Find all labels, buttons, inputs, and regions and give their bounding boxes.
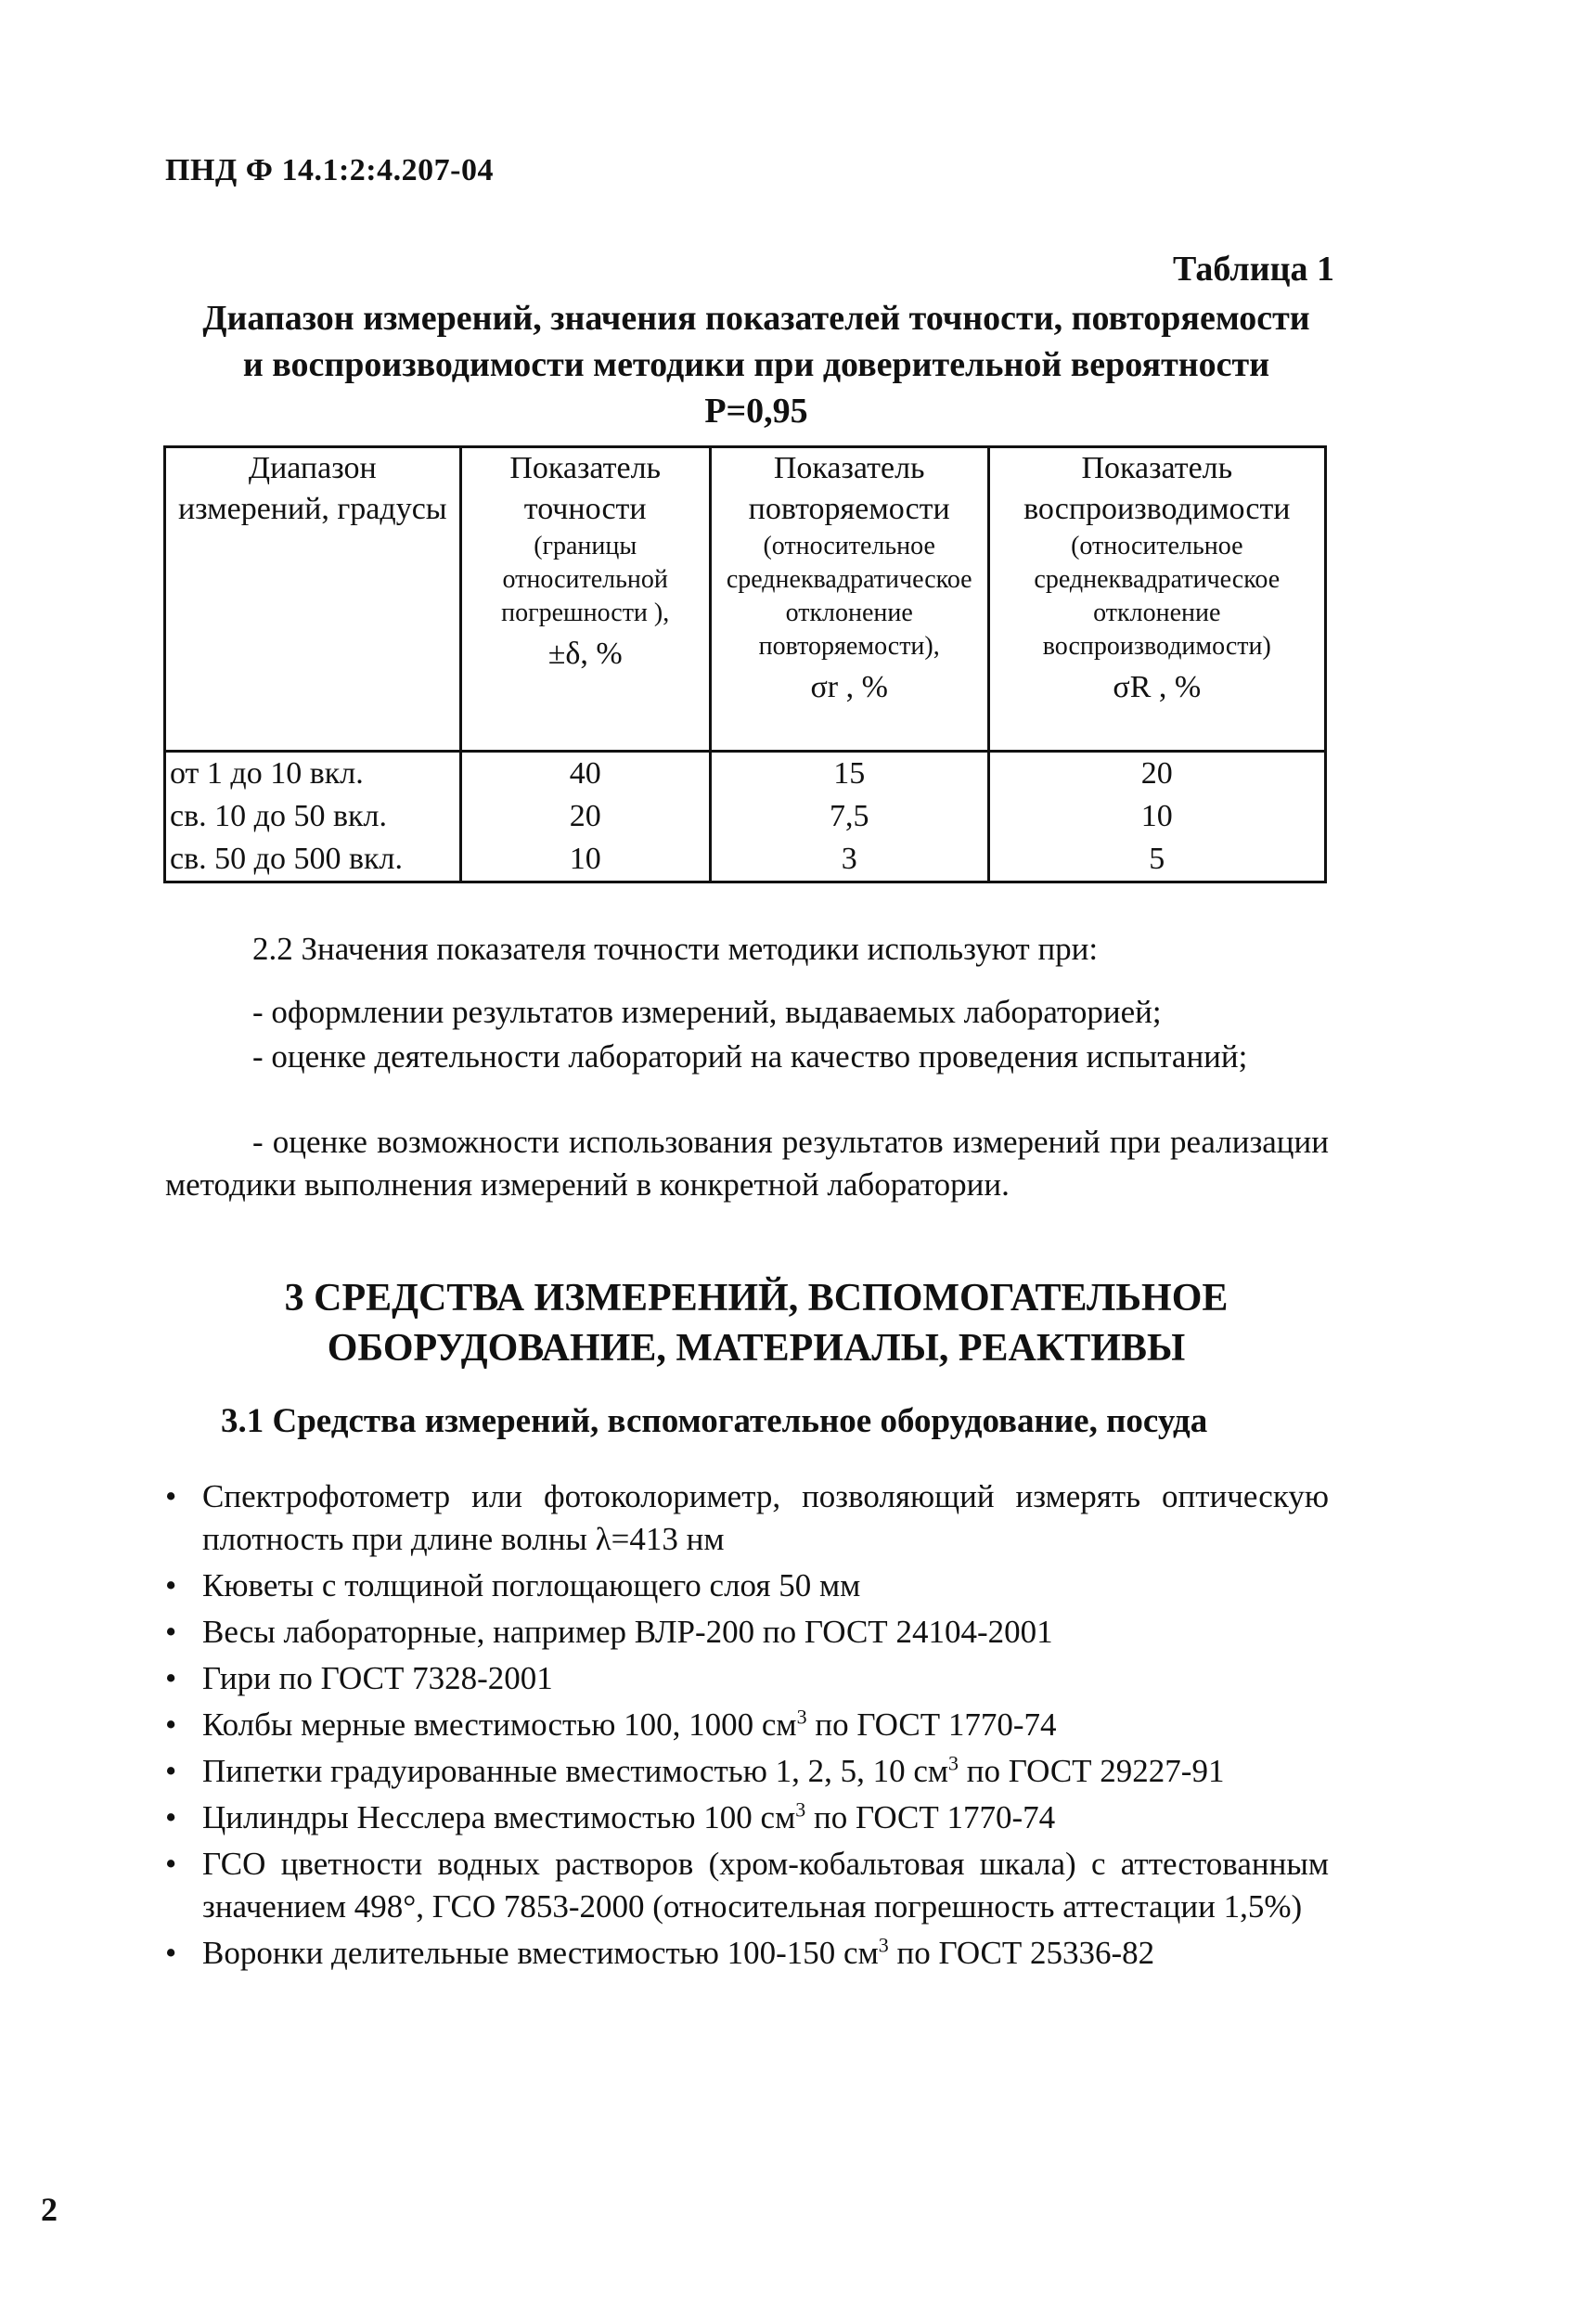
header-note: (границы относительной погрешности ), <box>501 532 670 627</box>
list-item <box>165 1565 1329 1607</box>
heading-line: 3 СРЕДСТВА ИЗМЕРЕНИЙ, ВСПОМОГАТЕЛЬНОЕ <box>284 1277 1229 1320</box>
table-cell: 5 <box>988 838 1325 882</box>
table-title-line: Диапазон измерений, значения показателей точности, повторяемости <box>202 299 1310 338</box>
table-title-line: и воспроизводимости методики при доверительной вероятности <box>242 345 1270 384</box>
list-item-text: Колбы мерные вместимостью 100, 1000 см <box>202 1706 797 1743</box>
header-symbol: ±δ, % <box>547 637 623 671</box>
usage-item: - оценке возможности использования результатов измерений при реализации методики выполнения измерений в конкретной лаборатории. <box>165 1124 1329 1203</box>
bullet-icon: • <box>165 1706 177 1743</box>
header-main: Показатель повторяемости <box>748 451 950 526</box>
table-cell: 20 <box>460 795 710 838</box>
table-cell: 15 <box>710 752 988 796</box>
table-row <box>165 752 1326 796</box>
bullet-icon: • <box>165 1567 177 1603</box>
list-item <box>165 1843 1329 1928</box>
table-cell: 7,5 <box>710 795 988 838</box>
bullet-icon: • <box>165 1614 177 1650</box>
accuracy-table <box>163 445 1327 883</box>
header-accuracy <box>460 447 710 752</box>
bullet-icon: • <box>165 1799 177 1835</box>
header-repeatability <box>710 447 988 752</box>
section-3-heading <box>158 1273 1355 1373</box>
header-range <box>165 447 461 752</box>
table-title <box>158 295 1355 434</box>
list-item-text: ГСО цветности водных растворов (хром-кобальтовая шкала) с аттестованным значением 498°, ГСО 7853-2000 (относительная погрешность аттестации 1,5%) <box>202 1846 1329 1925</box>
table-cell: св. 50 до 500 вкл. <box>165 838 461 882</box>
list-item <box>165 1704 1329 1746</box>
list-item-text: Весы лабораторные, например ВЛР-200 по ГОСТ 24104-2001 <box>202 1614 1053 1650</box>
list-item <box>165 1657 1329 1700</box>
list-item-text: Кюветы с толщиной поглощающего слоя 50 мм <box>202 1567 861 1603</box>
superscript: 3 <box>878 1933 889 1957</box>
bullet-icon: • <box>165 1753 177 1789</box>
table-cell: 20 <box>988 752 1325 796</box>
page-number: 2 <box>41 2191 58 2228</box>
list-item-text: Пипетки градуированные вместимостью 1, 2, 5, 10 см <box>202 1753 949 1789</box>
list-item-text: по ГОСТ 1770-74 <box>806 1706 1057 1743</box>
list-item <box>165 1750 1329 1793</box>
table-cell: 40 <box>460 752 710 796</box>
list-item <box>165 1932 1329 1975</box>
header-main: Показатель воспроизводимости <box>1023 451 1291 526</box>
header-main: Показатель точности <box>509 451 662 526</box>
usage-item: - оформлении результатов измерений, выдаваемых лабораторией; <box>252 994 1162 1030</box>
list-item-text: Гири по ГОСТ 7328-2001 <box>202 1660 553 1696</box>
superscript: 3 <box>796 1705 807 1729</box>
list-item-text: Воронки делительные вместимостью 100-150 см <box>202 1935 879 1971</box>
header-symbol: σR , % <box>1113 670 1202 704</box>
table-cell: 3 <box>710 838 988 882</box>
header-reproducibility <box>988 447 1325 752</box>
usage-item: - оценке деятельности лабораторий на качество проведения испытаний; <box>252 1038 1248 1075</box>
superscript: 3 <box>795 1797 806 1822</box>
list-item-text: Спектрофотометр или фотоколориметр, позволяющий измерять оптическую плотность при длине волны λ=413 нм <box>202 1478 1329 1557</box>
list-item <box>165 1475 1329 1561</box>
table-row <box>165 795 1326 838</box>
table-cell: 10 <box>460 838 710 882</box>
list-item-text: по ГОСТ 1770-74 <box>805 1799 1056 1835</box>
section-2-2-intro: 2.2 Значения показателя точности методики используют при: <box>252 931 1099 967</box>
section-3-1-heading: 3.1 Средства измерений, вспомогательное оборудование, посуда <box>221 1402 1208 1440</box>
bullet-icon: • <box>165 1846 177 1882</box>
table-cell: 10 <box>988 795 1325 838</box>
table-header-row <box>165 447 1326 752</box>
equipment-list <box>165 1475 1329 1978</box>
header-symbol: σr , % <box>810 670 888 704</box>
bullet-icon: • <box>165 1935 177 1971</box>
bullet-icon: • <box>165 1660 177 1696</box>
table-row <box>165 838 1326 882</box>
header-note: (относительное среднеквадратическое отклонение повторяемости), <box>726 532 972 661</box>
header-main: Диапазон измерений, градусы <box>177 451 447 526</box>
table-cell: св. 10 до 50 вкл. <box>165 795 461 838</box>
bullet-icon: • <box>165 1478 177 1514</box>
superscript: 3 <box>948 1751 959 1775</box>
table-title-line: P=0,95 <box>704 392 808 431</box>
heading-line: ОБОРУДОВАНИЕ, МАТЕРИАЛЫ, РЕАКТИВЫ <box>327 1327 1186 1370</box>
list-item <box>165 1611 1329 1654</box>
document-code: ПНД Ф 14.1:2:4.207-04 <box>165 153 494 187</box>
list-item-text: Цилиндры Несслера вместимостью 100 см <box>202 1799 796 1835</box>
list-item-text: по ГОСТ 29227-91 <box>959 1753 1225 1789</box>
list-item <box>165 1796 1329 1839</box>
table-label: Таблица 1 <box>1172 250 1334 289</box>
list-item-text: по ГОСТ 25336-82 <box>888 1935 1155 1971</box>
header-note: (относительное среднеквадратическое отклонение воспроизводимости) <box>1034 532 1281 661</box>
table-cell: от 1 до 10 вкл. <box>165 752 461 796</box>
